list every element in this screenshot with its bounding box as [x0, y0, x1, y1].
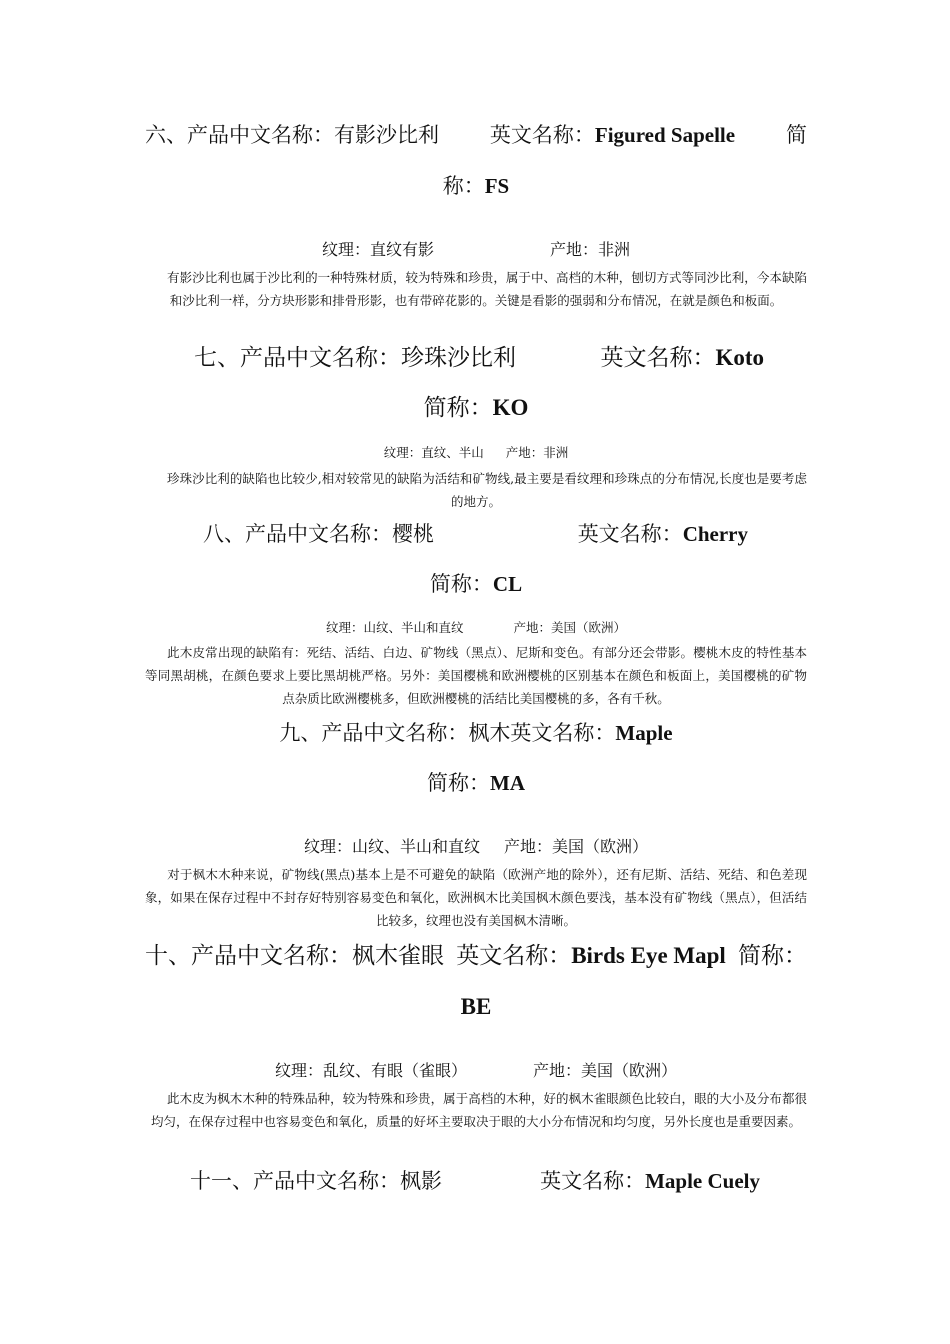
section-7-description: 珍珠沙比利的缺陷也比较少,相对较常见的缺陷为活结和矿物线,最主要是看纹理和珍珠点的分布情况,长度也是要考虑的地方。 [167, 471, 807, 509]
section-6-en-label: 英文名称： [489, 123, 595, 147]
section-6-abbr-line: 称：FS [442, 174, 510, 198]
section-6-abbr-label-part1: 简 [785, 123, 807, 147]
section-6-heading [145, 122, 807, 148]
section-6-abbr: FS [484, 174, 510, 198]
section-6-description: 有影沙比利也属于沙比利的一种特殊材质，较为特殊和珍贵，属于中、高档的木种，刨切方式等同沙比利，今本缺陷和沙比利一样，分方块形影和排骨形影，也有带碎花影的。关键是看影的强弱和分布情况，在就是颜色和板面。 [167, 270, 807, 308]
section-9-heading [145, 720, 807, 746]
section-8-abbr-label: 简称： [429, 572, 493, 596]
section-8-abbr: CL [492, 572, 523, 596]
section-8-origin: 产地：美国（欧洲） [513, 620, 627, 635]
section-7-meta [145, 442, 807, 464]
section-6-origin: 产地：非洲 [550, 240, 631, 259]
section-10-abbr-label: 简称： [738, 943, 807, 969]
section-10-title-cn: 十、产品中文名称：枫木雀眼 [145, 943, 444, 969]
section-8-heading [203, 521, 748, 547]
section-9-origin: 产地：美国（欧洲） [504, 837, 649, 856]
section-9-title-cn: 九、产品中文名称：枫木 [279, 721, 511, 745]
section-11-en-label: 英文名称： [540, 1169, 646, 1193]
section-8-title-cn: 八、产品中文名称：樱桃 [203, 522, 434, 546]
section-9-en-label: 英文名称： [510, 721, 616, 745]
section-7-abbr: KO [492, 395, 529, 420]
section-6-meta [145, 239, 807, 261]
section-7-origin: 产地：非洲 [505, 445, 569, 460]
section-7-heading [194, 345, 764, 371]
section-9-description: 对于枫木木种来说，矿物线(黑点)基本上是不可避免的缺陷（欧洲产地的除外），还有尼斯、活结、死结、和色差现象，如果在保存过程中不封存好特别容易变色和氧化，欧洲枫木比美国枫木颜色要浅，基本没有矿物线（黑点），但活结比较多，纹理也没有美国枫木清晰。 [145, 867, 807, 928]
section-10-texture: 纹理：乱纹、有眼（雀眼） [274, 1061, 467, 1080]
section-8-abbr-line [145, 571, 807, 597]
section-11-title-cn: 十一、产品中文名称：枫影 [190, 1169, 442, 1193]
section-9-abbr-line [145, 770, 807, 796]
section-9-meta [145, 836, 807, 858]
section-11-heading [190, 1168, 760, 1194]
section-8-title-en: Cherry [682, 522, 748, 546]
section-10-origin: 产地：美国（欧洲） [533, 1061, 678, 1080]
section-10-abbr: BE [460, 994, 492, 1019]
section-10-heading [145, 943, 807, 969]
section-7-en-label: 英文名称： [600, 345, 716, 371]
section-8-en-label: 英文名称： [577, 522, 683, 546]
section-7-title-cn: 七、产品中文名称：珍珠沙比利 [194, 345, 516, 371]
section-7-title-en: Koto [715, 345, 764, 370]
section-10-title-en: Birds Eye Mapl [571, 943, 726, 968]
section-8-texture: 纹理：山纹、半山和直纹 [325, 620, 464, 635]
section-9-abbr: MA [490, 771, 525, 795]
section-10-en-label: 英文名称： [456, 943, 572, 969]
section-10-meta [145, 1060, 807, 1082]
section-8-description: 此木皮常出现的缺陷有：死结、活结、白边、矿物线（黑点）、尼斯和变色。有部分还会带影。樱桃木皮的特性基本等同黑胡桃，在颜色要求上要比黑胡桃严格。另外：美国樱桃和欧洲樱桃的区别基本在颜色和板面上，美国樱桃的矿物点杂质比欧洲樱桃多，但欧洲樱桃的活结比美国樱桃的多，各有千秋。 [145, 645, 807, 706]
section-8-meta [145, 617, 807, 639]
section-9-title-en: Maple [615, 721, 673, 745]
section-11-title-en: Maple Cuely [645, 1169, 760, 1193]
section-9-texture: 纹理：山纹、半山和直纹 [303, 837, 480, 856]
section-7-abbr-line [145, 395, 807, 421]
section-10-description: 此木皮为枫木木种的特殊品种，较为特殊和珍贵，属于高档的木种，好的枫木雀眼颜色比较白，眼的大小及分布都很均匀，在保存过程中也容易变色和氧化，质量的好坏主要取决于眼的大小分布情况和均匀度，另外长度也是重要因素。 [150, 1091, 807, 1129]
section-7-texture: 纹理：直纹、半山 [383, 445, 484, 460]
section-9-abbr-label: 简称： [427, 771, 490, 795]
section-6-title-en: Figured Sapelle [594, 123, 736, 147]
section-10-abbr-line [145, 994, 807, 1020]
section-6-title-cn: 六、产品中文名称：有影沙比利 [145, 123, 439, 147]
section-7-abbr-label: 简称： [423, 395, 493, 421]
section-6-texture: 纹理：直纹有影 [321, 240, 434, 259]
